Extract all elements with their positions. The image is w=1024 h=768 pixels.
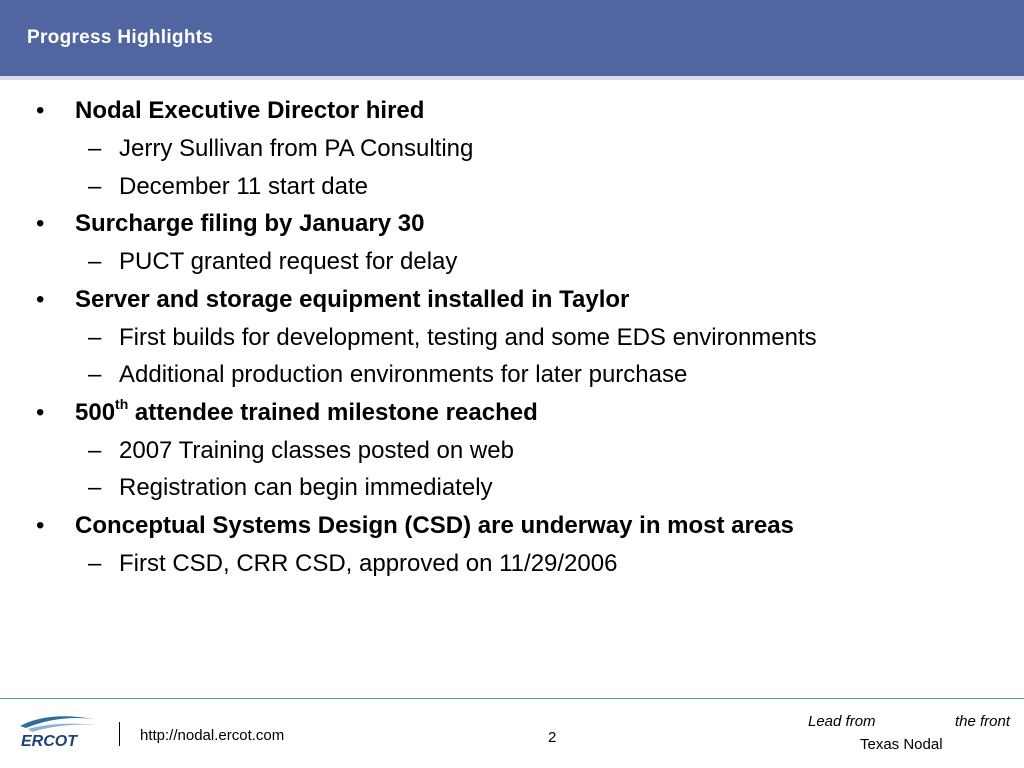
dash-icon: – <box>88 323 102 351</box>
sub-bullet-text: First builds for development, testing and some EDS environments <box>119 323 817 351</box>
sub-bullet-item <box>0 130 1024 168</box>
dash-icon: – <box>88 135 102 162</box>
dash-icon: – <box>88 172 102 200</box>
dash-icon: – <box>88 361 102 388</box>
bullet-text: Conceptual Systems Design (CSD) are underway in most areas <box>75 511 794 539</box>
sub-bullet-item <box>0 319 1024 357</box>
dash-icon: – <box>88 248 102 275</box>
bullet-item <box>0 394 1024 432</box>
title-bar <box>0 0 1024 76</box>
page-title: Progress Highlights <box>27 27 214 48</box>
bullet-item <box>0 507 1024 545</box>
bullet-text-number: 500 <box>75 398 116 426</box>
bullet-icon: • <box>36 511 45 539</box>
dash-icon: – <box>88 474 102 501</box>
dash-icon: – <box>88 436 102 464</box>
bullet-text: Nodal Executive Director hired <box>75 97 425 124</box>
footer-url-link[interactable]: http://nodal.ercot.com <box>140 727 285 744</box>
bullet-text: Server and storage equipment installed in Taylor <box>75 285 630 313</box>
brand-name: Texas Nodal <box>860 736 943 753</box>
bullet-text: attendee trained milestone reached <box>128 398 538 426</box>
sub-bullet-text: 2007 Training classes posted on web <box>119 436 514 464</box>
dash-icon: – <box>88 549 102 577</box>
bullet-item <box>0 281 1024 319</box>
footer-separator <box>119 722 120 746</box>
footer-divider <box>0 698 1024 699</box>
bullet-icon: • <box>36 210 45 237</box>
bullet-icon: • <box>36 398 45 426</box>
ordinal-superscript: th <box>115 395 129 412</box>
sub-bullet-text: Registration can begin immediately <box>119 474 493 501</box>
sub-bullet-item <box>0 432 1024 470</box>
sub-bullet-text: December 11 start date <box>119 172 369 200</box>
bullet-item <box>0 92 1024 130</box>
sub-bullet-item <box>0 469 1024 507</box>
sub-bullet-item <box>0 243 1024 281</box>
bullet-icon: • <box>36 285 45 313</box>
slide-content <box>0 92 1024 582</box>
sub-bullet-text: First CSD, CRR CSD, approved on 11/29/2006 <box>119 549 618 577</box>
sub-bullet-item <box>0 545 1024 583</box>
sub-bullet-text: Additional production environments for later purchase <box>119 361 688 388</box>
tagline-right: the front <box>955 713 1011 730</box>
tagline-left: Lead from <box>808 713 876 730</box>
sub-bullet-text: Jerry Sullivan from PA Consulting <box>119 135 474 162</box>
bullet-text: Surcharge filing by January 30 <box>75 210 425 237</box>
sub-bullet-item <box>0 168 1024 206</box>
bullet-icon: • <box>36 97 45 124</box>
title-divider <box>0 76 1024 80</box>
sub-bullet-item <box>0 356 1024 394</box>
page-number: 2 <box>548 729 557 746</box>
ercot-logo <box>18 713 100 749</box>
bullet-item <box>0 205 1024 243</box>
sub-bullet-text: PUCT granted request for delay <box>119 248 458 275</box>
svg-text:ERCOT: ERCOT <box>21 733 77 749</box>
